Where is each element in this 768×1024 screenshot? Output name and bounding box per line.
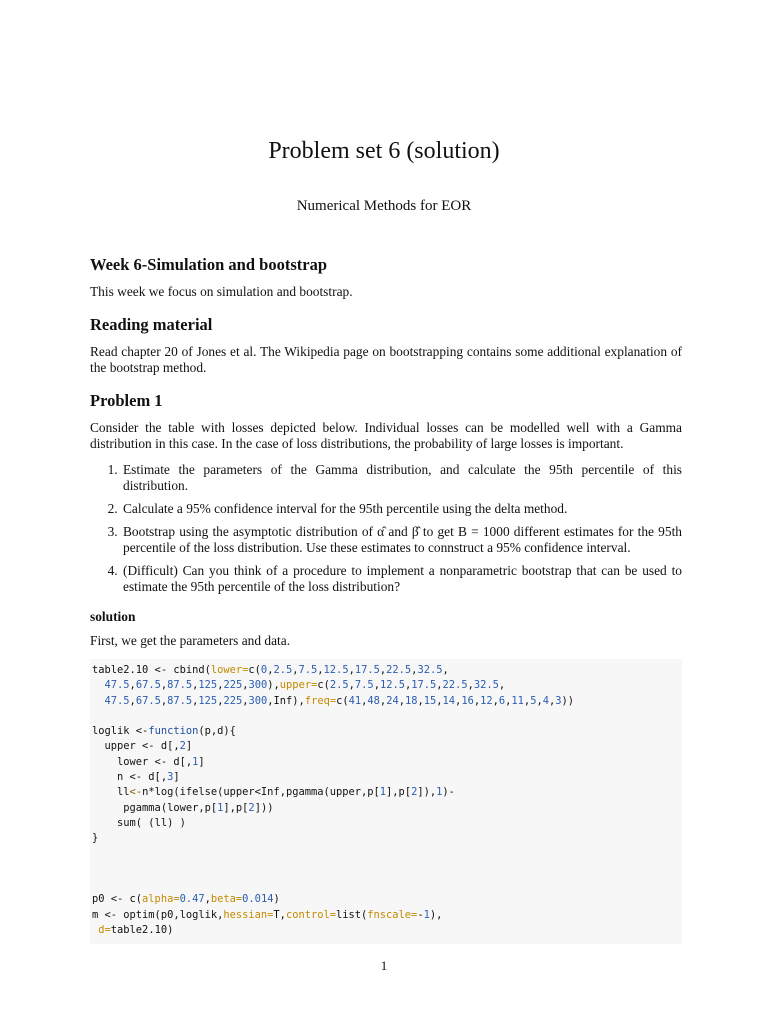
code-line: loglik <-function(p,d){ [92,725,236,738]
section-text-problem1: Consider the table with losses depicted below. Individual losses can be modelled well with a Gamma distribution in this case. In the case of loss distributions, the probability of large losses is important. [90,420,682,451]
code-line: m <- optim(p0,loglik,hessian=T,control=list(fnscale=-1), [92,908,443,921]
document-body [90,254,682,944]
code-line: pgamma(lower,p[1],p[2])) [92,801,274,814]
section-heading-problem1: Problem 1 [90,391,163,410]
section-text-week: This week we focus on simulation and bootstrap. [90,284,353,299]
problem-item: 4. (Difficult) Can you think of a procedure to implement a nonparametric bootstrap that can be used to estimate the 95th percentile of the loss distribution? [121,563,682,595]
problem-item: 1. Estimate the parameters of the Gamma distribution, and calculate the 95th percentile of this distribution. [121,462,682,494]
document-title: Problem set 6 (solution) [268,138,500,164]
section-heading-solution: solution [90,609,136,624]
code-line: lower <- d[,1] [92,755,205,768]
code-line [92,862,682,877]
section-heading-reading: Reading material [90,315,213,334]
code-line [92,877,682,892]
code-line [92,709,682,724]
problem-item: 3. Bootstrap using the asymptotic distribution of α̂ and β̂ to get B = 1000 different estimates for the 95th percentile of the loss distribution. Use these estimates to connstruct a 95% confidence interval. [121,524,682,556]
code-line [92,847,682,862]
code-line: p0 <- c(alpha=0.47,beta=0.014) [92,893,280,906]
code-line: n <- d[,3] [92,771,180,784]
code-line: } [92,832,99,845]
code-line: ll<-n*log(ifelse(upper<Inf,pgamma(upper,p[1],p[2]),1)- [92,786,455,799]
section-heading-week: Week 6-Simulation and bootstrap [90,255,327,274]
page-number: 1 [380,958,388,973]
section-text-solution: First, we get the parameters and data. [90,633,291,648]
code-line: 47.5,67.5,87.5,125,225,300,Inf),freq=c(41,48,24,18,15,14,16,12,6,11,5,4,3)) [104,694,575,707]
problem-item: 2. Calculate a 95% confidence interval for the 95th percentile using the delta method. [121,501,682,517]
section-text-reading: Read chapter 20 of Jones et al. The Wikipedia page on bootstrapping contains some additional explanation of the bootstrap method. [90,344,682,375]
document-subtitle: Numerical Methods for EOR [296,198,472,214]
code-line: 47.5,67.5,87.5,125,225,300),upper=c(2.5,7.5,12.5,17.5,22.5,32.5, [104,679,506,692]
code-line: table2.10 <- cbind(lower=c(0,2.5,7.5,12.5,17.5,22.5,32.5, [92,664,449,676]
code-line: d=table2.10) [98,924,174,937]
code-line: sum( (ll) ) [92,816,186,829]
code-line: upper <- d[,2] [92,740,193,753]
code-block [90,659,682,944]
problem-list [90,462,682,595]
